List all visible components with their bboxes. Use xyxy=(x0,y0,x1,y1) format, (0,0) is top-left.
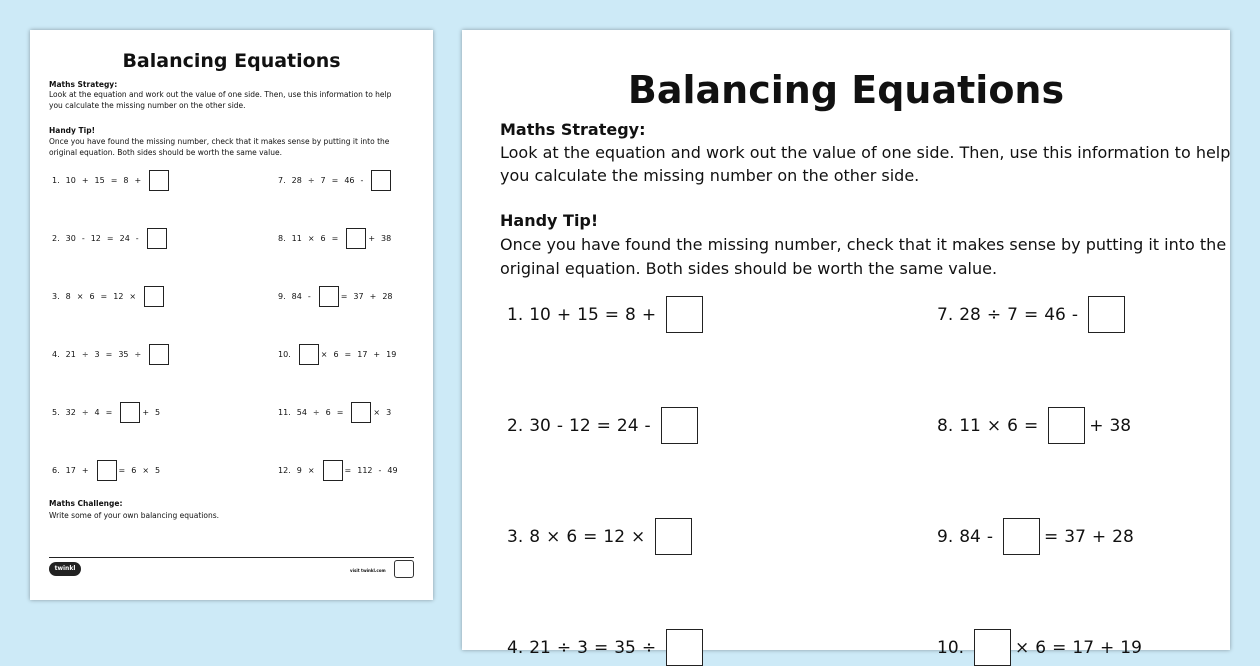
equation-token: 19 xyxy=(386,350,397,359)
equation-token: 38 xyxy=(381,234,392,243)
equation-token: = xyxy=(583,526,598,547)
equation-token: 6 xyxy=(1007,415,1018,436)
equation-token: 1. xyxy=(507,304,524,325)
tip-line: Once you have found the missing number, check that it makes sense by putting it into the xyxy=(49,137,390,146)
equation-token: × xyxy=(320,350,328,359)
equation-token: - xyxy=(644,415,651,436)
equation-token: - xyxy=(556,415,564,436)
equation-token: 2. xyxy=(507,415,524,436)
equation-token: = xyxy=(100,292,108,301)
equation-token: 28 xyxy=(382,292,393,301)
equation-token: 24 xyxy=(119,234,130,243)
equation-token: 15 xyxy=(94,176,105,185)
equation-token: = xyxy=(1023,304,1039,325)
equation-token: 6 xyxy=(325,408,331,417)
answer-box[interactable] xyxy=(346,228,366,249)
equation-token: 12 xyxy=(90,234,101,243)
tip-line: Once you have found the missing number, check that it makes sense by putting it into the xyxy=(500,235,1227,254)
footer-divider xyxy=(49,557,414,558)
equation-token: 7 xyxy=(1007,304,1018,325)
equation xyxy=(52,228,169,249)
equation xyxy=(937,629,1148,666)
answer-box[interactable] xyxy=(371,170,391,191)
equation-token: 12 xyxy=(569,415,591,436)
equation xyxy=(52,460,166,481)
equation-token: - xyxy=(378,466,382,475)
equation-token: 84 xyxy=(959,526,981,547)
equation-token: ÷ xyxy=(81,350,89,359)
equation-token: = xyxy=(336,408,344,417)
equation-token: 37 xyxy=(353,292,364,301)
equation-token: 46 xyxy=(344,176,355,185)
worksheet-thumbnail[interactable] xyxy=(30,30,433,600)
answer-box[interactable] xyxy=(974,629,1011,666)
strategy-line: you calculate the missing number on the other side. xyxy=(500,166,920,185)
equation-token: 8. xyxy=(278,234,286,243)
answer-box[interactable] xyxy=(666,629,703,666)
equation-token: + xyxy=(134,176,142,185)
equation xyxy=(52,402,166,423)
equation-token: 4 xyxy=(94,408,100,417)
equation xyxy=(278,460,404,481)
equation-token: = xyxy=(593,637,609,658)
equation-token: 6 xyxy=(131,466,137,475)
equation-token: 35 xyxy=(614,637,636,658)
equation-token: × xyxy=(986,415,1002,436)
equation-token: 17 xyxy=(1072,637,1095,658)
equation xyxy=(937,296,1129,333)
equation-token: 9. xyxy=(278,292,286,301)
strategy-line: you calculate the missing number on the other side. xyxy=(49,101,246,110)
equation-token: = xyxy=(340,292,348,301)
equation-token: × xyxy=(307,234,315,243)
equation-token: ÷ xyxy=(134,350,142,359)
strategy-line: Look at the equation and work out the value of one side. Then, use this information to help xyxy=(49,90,392,99)
answer-box[interactable] xyxy=(149,344,169,365)
equation-token: ÷ xyxy=(641,637,657,658)
answer-box[interactable] xyxy=(351,402,371,423)
strategy-heading: Maths Strategy: xyxy=(49,80,118,89)
equation-token: - xyxy=(135,234,139,243)
answer-box[interactable] xyxy=(147,228,167,249)
equation-token: 21 xyxy=(529,637,551,658)
tip-heading: Handy Tip! xyxy=(49,126,96,135)
equation xyxy=(507,518,696,555)
equation-token: 54 xyxy=(296,408,307,417)
equation-token: 5 xyxy=(155,408,161,417)
equation-token: + xyxy=(1091,526,1107,547)
equation-token: 12 xyxy=(113,292,124,301)
equation-token: 12 xyxy=(603,526,626,547)
equation xyxy=(52,344,171,365)
answer-box[interactable] xyxy=(120,402,140,423)
equation-token: + xyxy=(373,350,381,359)
equation-token: ÷ xyxy=(312,408,320,417)
equation-token: = xyxy=(604,304,620,325)
equation-token: × xyxy=(373,408,381,417)
twinkl-logo: twinkl xyxy=(49,562,81,576)
answer-box[interactable] xyxy=(149,170,169,191)
equation-token: = xyxy=(344,350,352,359)
equation-token: = xyxy=(118,466,126,475)
equation-token: 10 xyxy=(65,176,76,185)
equation-token: ÷ xyxy=(556,637,572,658)
answer-box[interactable] xyxy=(144,286,164,307)
equation xyxy=(278,170,393,191)
equation-token: = xyxy=(1052,637,1067,658)
equation-token: × xyxy=(76,292,84,301)
equation-token: = xyxy=(1023,415,1039,436)
equation-token: 30 xyxy=(529,415,551,436)
equation-token: 8 xyxy=(529,526,541,547)
equation xyxy=(278,228,397,249)
equation-token: 6 xyxy=(1035,637,1047,658)
equation-token: 7. xyxy=(278,176,286,185)
equation-token: 11 xyxy=(291,234,302,243)
answer-box[interactable] xyxy=(1003,518,1040,555)
equation xyxy=(507,296,707,333)
answer-box[interactable] xyxy=(97,460,117,481)
equation-token: × xyxy=(1015,637,1030,658)
equation-token: - xyxy=(986,526,994,547)
equation xyxy=(507,629,707,666)
equation-token: 37 xyxy=(1064,526,1086,547)
equation xyxy=(52,170,171,191)
badge-icon xyxy=(394,560,414,578)
equation-token: - xyxy=(307,292,311,301)
answer-box[interactable] xyxy=(666,296,703,333)
strategy-heading: Maths Strategy: xyxy=(500,120,646,139)
equation-token: 1. xyxy=(52,176,60,185)
answer-box[interactable] xyxy=(661,407,698,444)
equation-token: ÷ xyxy=(986,304,1002,325)
equation-token: × xyxy=(546,526,561,547)
equation-token: + xyxy=(556,304,572,325)
tip-line: original equation. Both sides should be worth the same value. xyxy=(500,259,998,278)
answer-box[interactable] xyxy=(655,518,692,555)
strategy-line: Look at the equation and work out the value of one side. Then, use this information to help xyxy=(500,143,1231,162)
equation-token: 19 xyxy=(1120,637,1142,658)
equation xyxy=(937,518,1140,555)
tip-heading: Handy Tip! xyxy=(500,211,599,230)
equation xyxy=(278,344,402,365)
answer-box[interactable] xyxy=(299,344,319,365)
footer-visit-text: visit twinkl.com xyxy=(350,568,386,573)
equation-token: 49 xyxy=(387,466,398,475)
equation-token: ÷ xyxy=(81,408,89,417)
equation-token: 6 xyxy=(89,292,95,301)
equation-token: + xyxy=(81,176,89,185)
equation-token: 15 xyxy=(577,304,599,325)
equation xyxy=(52,286,166,307)
tip-line: original equation. Both sides should be worth the same value. xyxy=(49,148,282,157)
equation-token: 32 xyxy=(65,408,76,417)
equation-token: 7. xyxy=(937,304,954,325)
equation-token: 84 xyxy=(291,292,302,301)
equation-token: 12. xyxy=(278,466,291,475)
equation-token: 5. xyxy=(52,408,60,417)
equation-token: 9. xyxy=(937,526,954,547)
equation-token: + xyxy=(368,234,376,243)
equation-token: 24 xyxy=(616,415,639,436)
equation-token: 28 xyxy=(959,304,981,325)
equation-token: 3 xyxy=(94,350,100,359)
equation-token: 3. xyxy=(52,292,60,301)
equation-token: 112 xyxy=(357,466,373,475)
equation-token: 3. xyxy=(507,526,524,547)
equation-token: = xyxy=(110,176,118,185)
equation-token: × xyxy=(129,292,137,301)
equation-token: = xyxy=(1044,526,1059,547)
challenge-heading: Maths Challenge: xyxy=(49,499,123,508)
equation-token: 3 xyxy=(386,408,392,417)
equation-token: 4. xyxy=(507,637,524,658)
equation-token: 4. xyxy=(52,350,60,359)
equation-token: + xyxy=(1100,637,1115,658)
answer-box[interactable] xyxy=(319,286,339,307)
equation-token: = xyxy=(106,234,114,243)
equation-token: 8 xyxy=(65,292,71,301)
equation-token: = xyxy=(105,350,113,359)
equation-token: 6 xyxy=(333,350,339,359)
equation-token: 10. xyxy=(937,637,965,658)
equation-token: × xyxy=(631,526,646,547)
equation-token: ÷ xyxy=(307,176,315,185)
equation-token: = xyxy=(331,234,339,243)
equation-token: 11 xyxy=(959,415,981,436)
equation-token: 17 xyxy=(357,350,368,359)
equation-token: 28 xyxy=(291,176,302,185)
equation-token: 17 xyxy=(65,466,76,475)
equation xyxy=(278,402,397,423)
equation-token: 30 xyxy=(65,234,76,243)
equation-token: 3 xyxy=(577,637,588,658)
equation-token: + xyxy=(142,408,150,417)
equation-token: 35 xyxy=(118,350,129,359)
answer-box[interactable] xyxy=(1048,407,1085,444)
equation xyxy=(278,286,399,307)
equation-token: 28 xyxy=(1112,526,1134,547)
equation-token: = xyxy=(105,408,113,417)
equation xyxy=(937,407,1137,444)
equation-token: 6. xyxy=(52,466,60,475)
equation-token: 7 xyxy=(320,176,326,185)
equation-token: = xyxy=(331,176,339,185)
equation-token: 46 xyxy=(1044,304,1066,325)
equation xyxy=(507,407,702,444)
equation-token: 10 xyxy=(529,304,551,325)
equation-token: 8. xyxy=(937,415,954,436)
worksheet-title: Balancing Equations xyxy=(122,50,341,72)
equation-token: 21 xyxy=(65,350,76,359)
equation-token: - xyxy=(360,176,364,185)
equation-token: + xyxy=(641,304,657,325)
equation-token: + xyxy=(369,292,377,301)
equation-token: - xyxy=(1071,304,1078,325)
equation-token: × xyxy=(142,466,150,475)
equation-token: 5 xyxy=(155,466,161,475)
worksheet-title: Balancing Equations xyxy=(627,68,1065,112)
answer-box[interactable] xyxy=(323,460,343,481)
equation-token: 9 xyxy=(296,466,302,475)
equation-token: 38 xyxy=(1109,415,1132,436)
equation-token: 8 xyxy=(123,176,129,185)
equation-token: = xyxy=(596,415,611,436)
worksheet-preview xyxy=(462,30,1231,658)
equation-token: 10. xyxy=(278,350,291,359)
equation-token: + xyxy=(1089,415,1104,436)
equation-token: 6 xyxy=(566,526,578,547)
equation-token: × xyxy=(307,466,315,475)
equation-token: 6 xyxy=(320,234,326,243)
answer-box[interactable] xyxy=(1088,296,1125,333)
equation-token: = xyxy=(344,466,352,475)
equation-token: + xyxy=(81,466,89,475)
equation-token: 8 xyxy=(625,304,636,325)
challenge-text: Write some of your own balancing equations. xyxy=(49,511,219,520)
equation-token: 2. xyxy=(52,234,60,243)
equation-token: - xyxy=(81,234,85,243)
equation-token: 11. xyxy=(278,408,291,417)
